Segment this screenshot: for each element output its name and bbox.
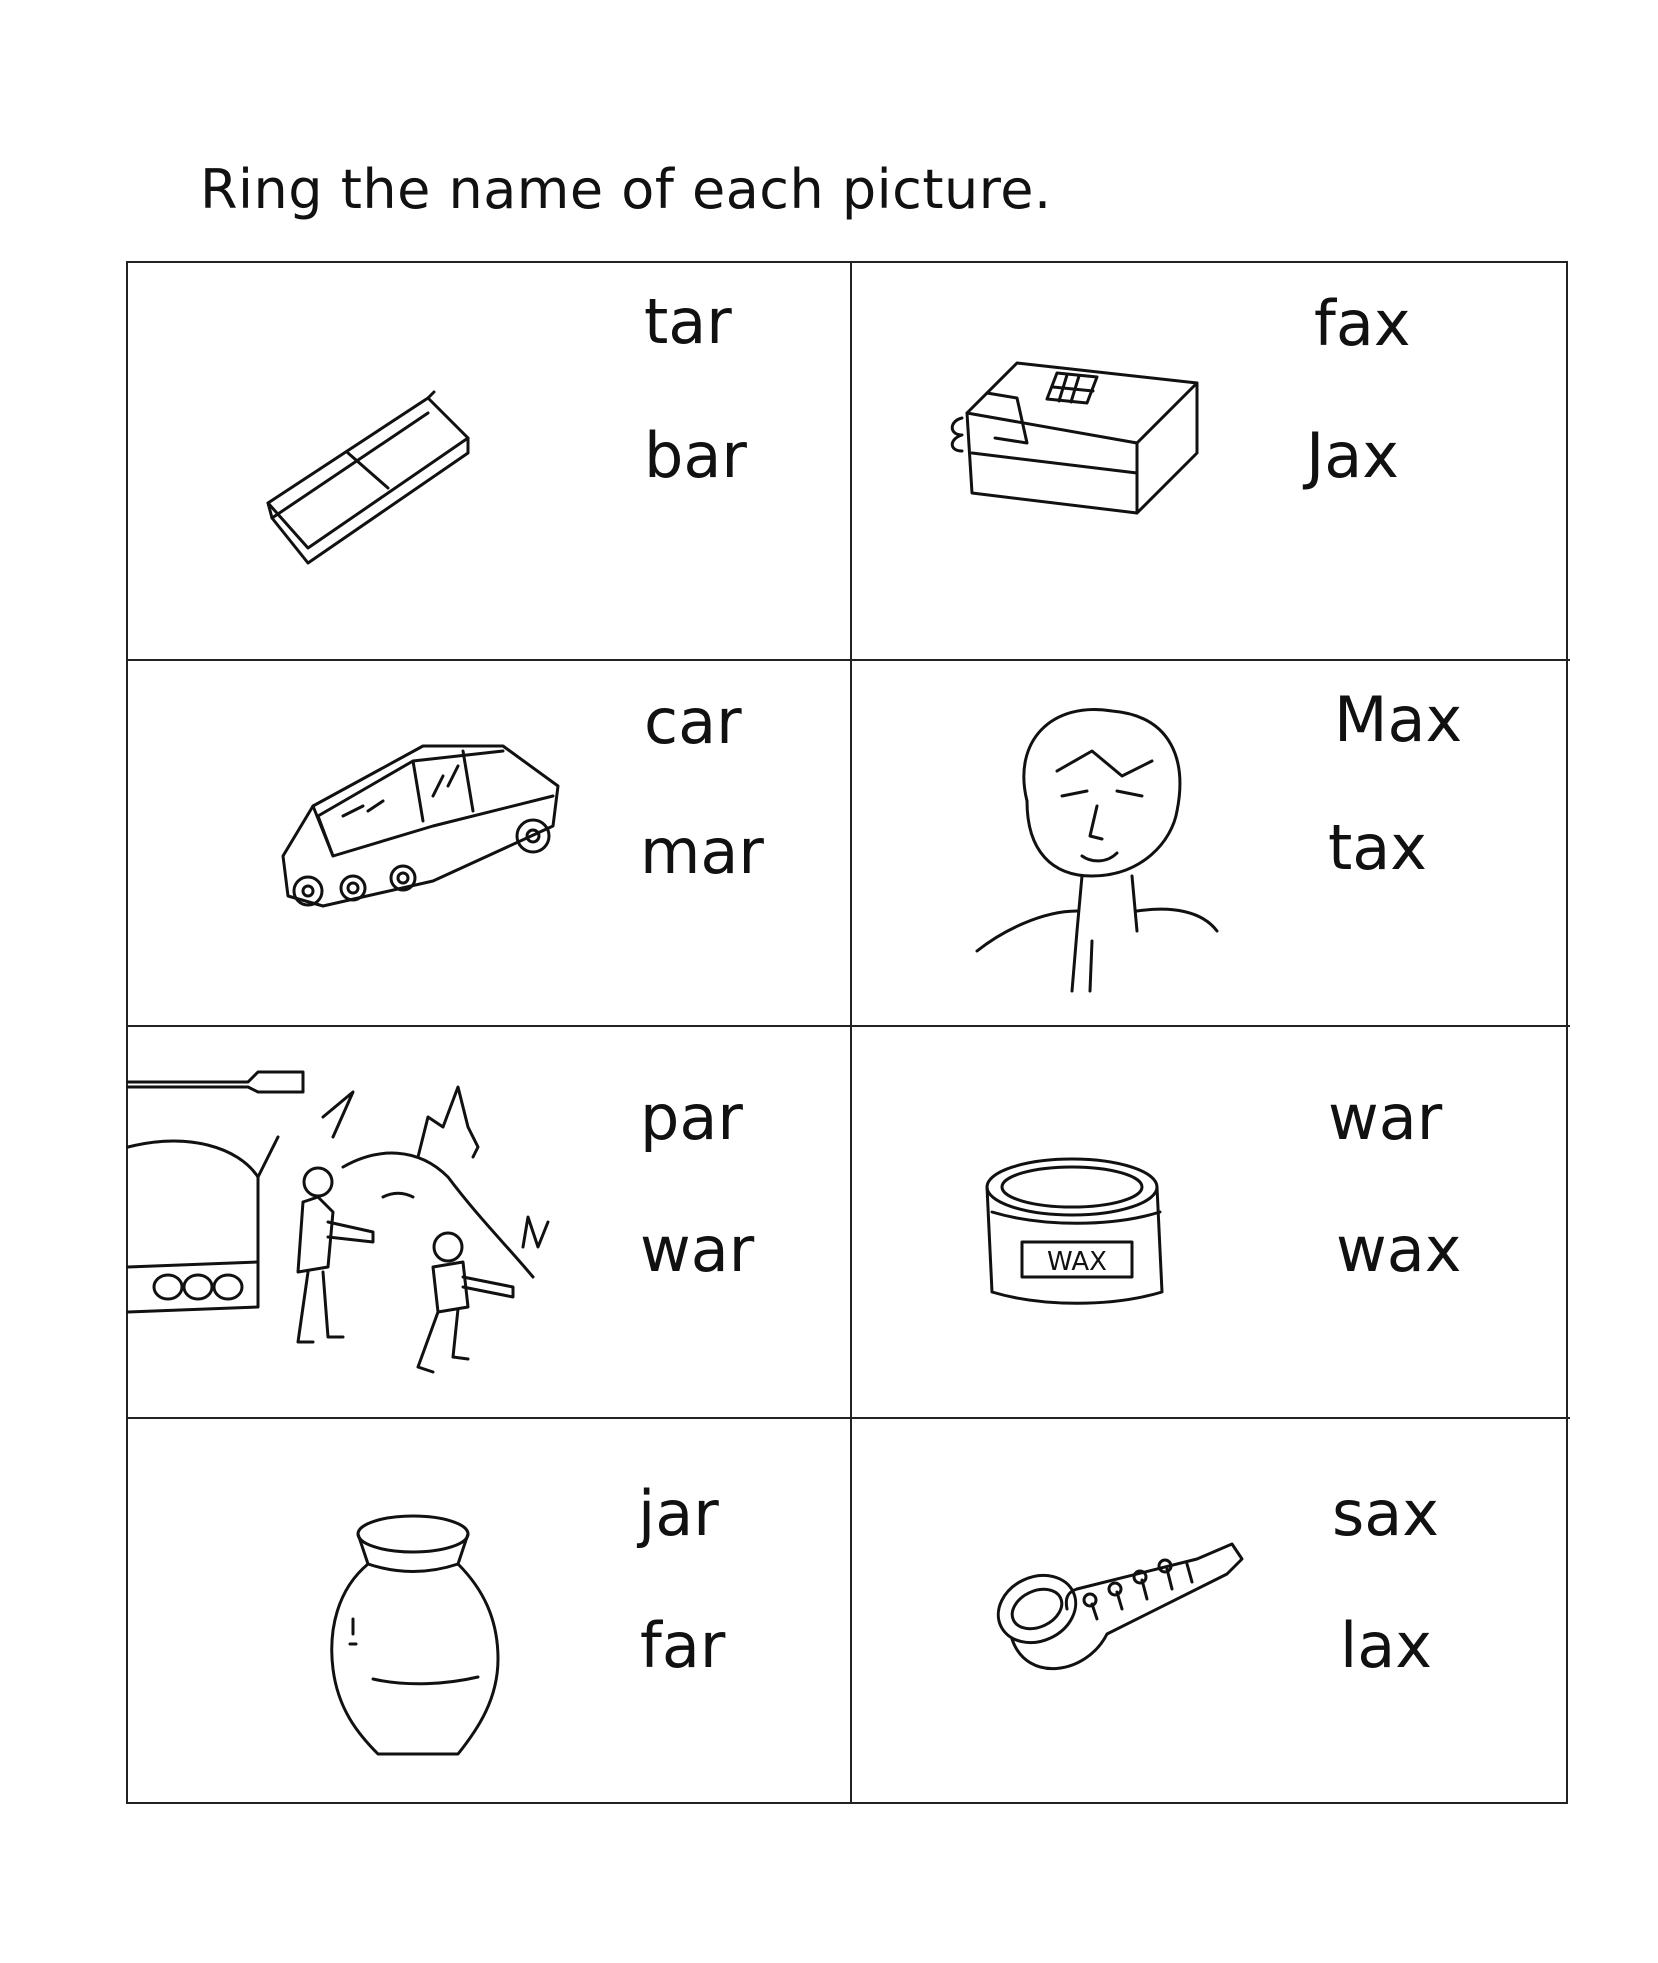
cell-jar xyxy=(128,1419,852,1802)
cell-war-scene xyxy=(128,1027,852,1419)
word-option[interactable]: far xyxy=(640,1609,726,1682)
word-option[interactable]: lax xyxy=(1340,1609,1432,1682)
cell-fax xyxy=(852,263,1570,661)
word-option[interactable]: war xyxy=(640,1213,755,1286)
boy-face-icon xyxy=(972,691,1222,995)
cell-sax xyxy=(852,1419,1570,1802)
word-option[interactable]: fax xyxy=(1314,287,1411,360)
word-option[interactable]: tax xyxy=(1328,811,1427,884)
saxophone-icon xyxy=(987,1514,1247,1698)
war-scene-icon xyxy=(128,1047,568,1391)
word-option[interactable]: war xyxy=(1328,1081,1443,1154)
worksheet-grid xyxy=(126,261,1568,1804)
word-option[interactable]: car xyxy=(644,685,742,758)
cell-wax xyxy=(852,1027,1570,1419)
chocolate-bar-icon xyxy=(258,378,488,572)
word-option[interactable]: bar xyxy=(644,419,747,492)
word-option[interactable]: Jax xyxy=(1306,419,1399,492)
wax-tin-icon xyxy=(982,1152,1172,1316)
word-option[interactable]: par xyxy=(640,1081,743,1154)
wax-label: WAX xyxy=(1047,1247,1107,1277)
cell-bar xyxy=(128,263,852,661)
word-option[interactable]: mar xyxy=(640,815,764,888)
jar-icon xyxy=(328,1509,508,1763)
word-option[interactable]: wax xyxy=(1336,1213,1462,1286)
word-option[interactable]: sax xyxy=(1332,1477,1439,1550)
word-option[interactable]: jar xyxy=(638,1477,719,1550)
cell-car xyxy=(128,661,852,1027)
word-option[interactable]: Max xyxy=(1334,683,1463,756)
instruction-title: Ring the name of each picture. xyxy=(200,158,1052,221)
cell-max xyxy=(852,661,1570,1027)
fax-machine-icon xyxy=(947,343,1207,537)
car-icon xyxy=(273,706,563,920)
word-option[interactable]: tar xyxy=(644,285,732,358)
